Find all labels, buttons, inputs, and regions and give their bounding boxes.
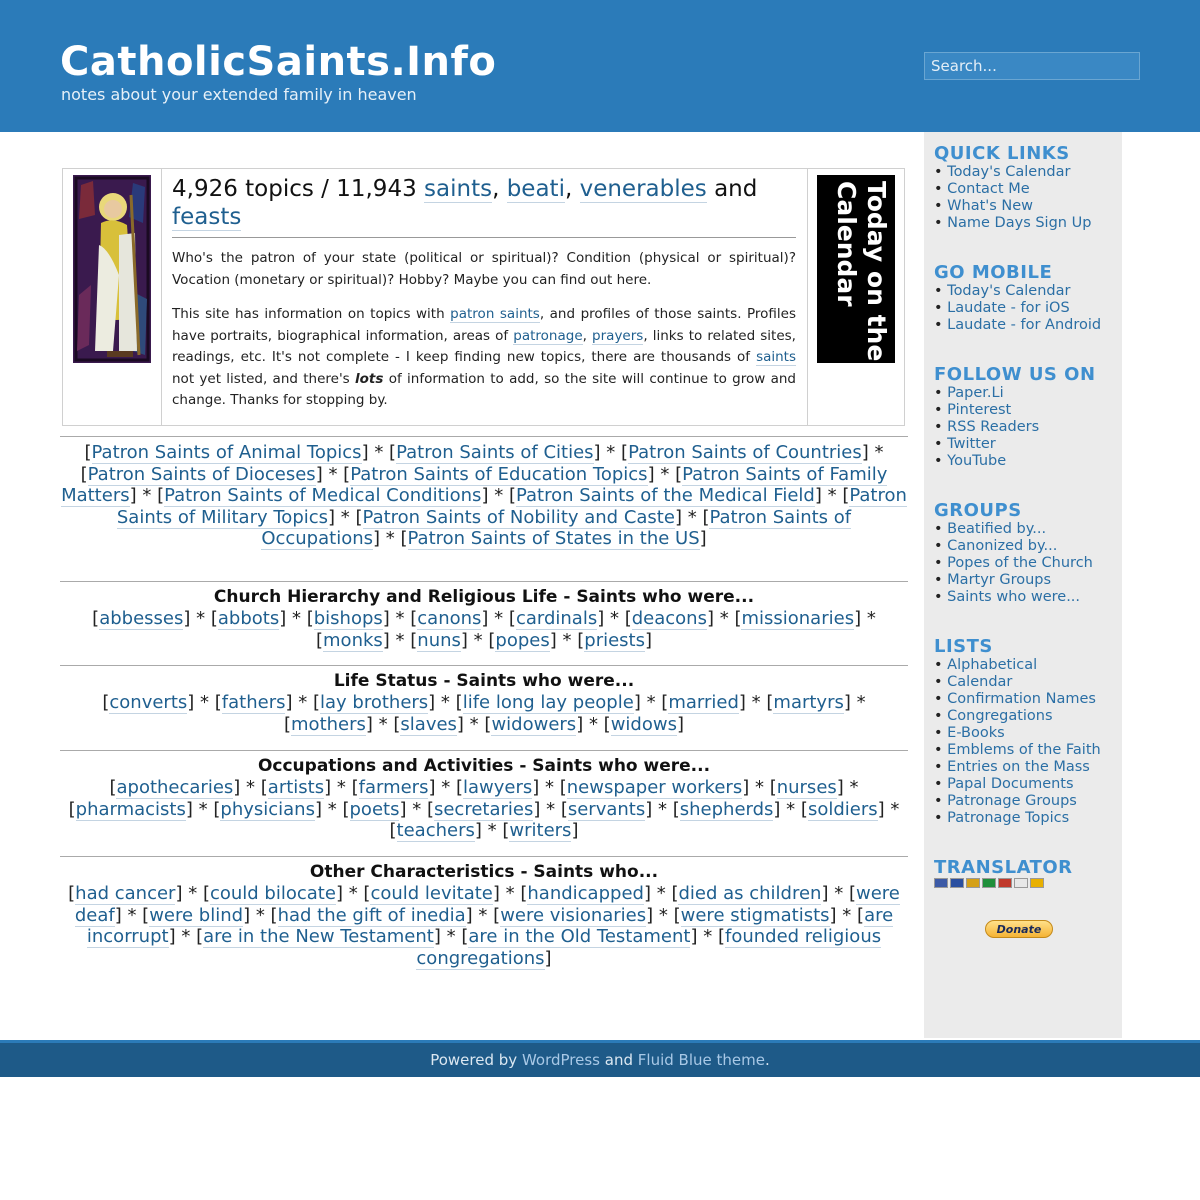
church-hierarchy-links: [abbesses] * [abbots] * [bishops] * [canons] * [cardinals] * [deacons] * [missionaries] * [monks] * [nuns] * [popes] * [priests] <box>92 608 876 651</box>
groups-list <box>934 521 1093 606</box>
lists-list <box>934 657 1101 827</box>
and-text: and <box>714 176 758 202</box>
language-flag-icon[interactable] <box>1030 878 1044 888</box>
sidebar-item <box>934 283 1101 300</box>
sidebar-item <box>934 402 1096 419</box>
topic-link[interactable]: pharmacists <box>75 798 186 820</box>
divider <box>807 169 808 425</box>
topic-link[interactable]: handicapped <box>527 883 644 904</box>
topic-link[interactable]: were blind <box>149 904 244 926</box>
sidebar-item <box>934 674 1101 691</box>
saints-inline-link[interactable]: saints <box>756 349 797 365</box>
topic-link[interactable]: Patron Saints of Dioceses <box>87 463 316 485</box>
topic-link[interactable]: popes <box>495 629 550 651</box>
sidebar-link[interactable]: Emblems of the Faith <box>947 742 1101 758</box>
quick-links-widget <box>934 144 1091 232</box>
sidebar-link[interactable]: What's New <box>947 198 1034 214</box>
life-status-section <box>60 665 908 735</box>
widget-title: TRANSLATOR <box>934 857 1073 878</box>
prayers-link[interactable]: prayers <box>592 327 644 344</box>
topic-link[interactable]: slaves <box>400 713 457 735</box>
today-calendar-banner[interactable] <box>817 175 895 363</box>
section-heading: Occupations and Activities - Saints who were... <box>257 756 711 776</box>
site-title[interactable]: CatholicSaints.Info <box>60 39 497 85</box>
site-tagline: notes about your extended family in heaven <box>61 85 417 104</box>
topic-link[interactable]: fathers <box>221 692 286 713</box>
topic-link[interactable]: married <box>668 692 739 713</box>
topic-link[interactable]: deacons <box>631 608 707 629</box>
language-flags <box>934 878 1073 888</box>
follow-us-widget <box>934 365 1096 470</box>
translator-widget <box>934 858 1073 888</box>
topic-link[interactable]: poets <box>349 798 400 820</box>
sidebar-item <box>934 776 1101 793</box>
widget-title: GO MOBILE <box>934 262 1053 283</box>
lots-emphasis: lots <box>355 370 384 387</box>
topic-link[interactable]: Patron Saints of Countries <box>628 442 862 463</box>
go-mobile-list <box>934 283 1101 334</box>
footer-text: Powered by <box>430 1051 518 1069</box>
sidebar-item <box>934 708 1101 725</box>
topic-link[interactable]: had the gift of inedia <box>277 904 466 926</box>
site-footer: Powered by WordPress and Fluid Blue theme. <box>0 1040 1200 1077</box>
topic-link[interactable]: were visionaries <box>500 904 647 926</box>
other-characteristics-links: [had cancer] * [could bilocate] * [could levitate] * [handicapped] * [died as children] * [were deaf] * [were blind] * [had the gift of inedia] * [were visionaries] * [were stigmatists] * [are incorrupt] * [are in the New Testament] * [are in the Old Testament] * [founded religious congregations] <box>68 883 900 969</box>
topic-link[interactable]: could levitate <box>370 883 493 904</box>
topic-link[interactable]: abbesses <box>99 608 184 629</box>
sidebar-item <box>934 555 1093 572</box>
sidebar-link[interactable]: Confirmation Names <box>947 691 1096 707</box>
topic-link[interactable]: lawyers <box>462 777 533 798</box>
topic-link[interactable]: Patron Saints of Military Topics <box>116 485 907 528</box>
language-flag-icon[interactable] <box>950 878 964 888</box>
widget-title: QUICK LINKS <box>934 143 1070 164</box>
sidebar-item <box>934 657 1101 674</box>
intro-box <box>62 168 905 426</box>
topic-link[interactable]: priests <box>584 629 645 651</box>
topic-link[interactable]: Patron Saints of Animal Topics <box>91 442 362 463</box>
sidebar-item <box>934 453 1096 470</box>
sidebar-item <box>934 198 1091 215</box>
intro-paragraph-1: Who's the patron of your state (political or spiritual)? Condition (physical or spiritual)? Vocation (monetary or spiritual)? Hobby? Maybe you can find out here. <box>172 250 796 288</box>
language-flag-icon[interactable] <box>966 878 980 888</box>
stained-glass-saint-image[interactable] <box>73 175 151 363</box>
wordpress-link[interactable]: WordPress <box>521 1051 600 1069</box>
sidebar-item <box>934 521 1093 538</box>
topic-link[interactable]: canons <box>417 608 482 629</box>
divider <box>161 169 162 425</box>
topic-link[interactable]: monks <box>323 629 383 651</box>
topic-link[interactable]: servants <box>567 798 646 820</box>
language-flag-icon[interactable] <box>998 878 1012 888</box>
widget-title: FOLLOW US ON <box>934 364 1096 385</box>
groups-widget <box>934 501 1093 606</box>
sidebar-link[interactable]: RSS Readers <box>947 419 1040 435</box>
section-heading: Church Hierarchy and Religious Life - Saints who were... <box>213 587 755 607</box>
sidebar-item <box>934 742 1101 759</box>
donate-button[interactable]: Donate <box>985 920 1053 938</box>
sidebar-link[interactable]: Contact Me <box>947 181 1030 197</box>
sidebar-link[interactable]: Calendar <box>947 674 1013 690</box>
life-status-links: [converts] * [fathers] * [lay brothers] * [life long lay people] * [married] * [martyrs] * [mothers] * [slaves] * [widowers] * [widows] <box>102 692 866 735</box>
sidebar-item <box>934 691 1101 708</box>
sidebar-link[interactable]: Saints who were... <box>947 589 1081 605</box>
other-characteristics-section <box>60 856 908 969</box>
topic-link[interactable]: Patron Saints of Occupations <box>261 506 852 550</box>
sidebar <box>924 132 1122 1038</box>
fluid-blue-theme-link[interactable]: Fluid Blue theme <box>637 1051 765 1069</box>
sidebar-item <box>934 385 1096 402</box>
topic-link[interactable]: physicians <box>220 798 315 820</box>
language-flag-icon[interactable] <box>934 878 948 888</box>
topic-link[interactable]: teachers <box>396 820 475 842</box>
sidebar-link[interactable]: YouTube <box>947 453 1007 469</box>
sidebar-link[interactable]: Canonized by... <box>947 538 1058 554</box>
topic-link[interactable]: are in the Old Testament <box>468 926 691 948</box>
topic-link[interactable]: newspaper workers <box>566 777 743 798</box>
beati-link[interactable]: beati <box>506 176 565 202</box>
topic-link[interactable]: could bilocate <box>209 883 336 904</box>
calendar-banner-label: Today on the Calendar <box>832 181 891 362</box>
sidebar-link[interactable]: Popes of the Church <box>947 555 1093 571</box>
sidebar-item <box>934 419 1096 436</box>
topic-link[interactable]: Patron Saints of Cities <box>396 442 594 463</box>
sidebar-link[interactable]: Papal Documents <box>947 776 1074 792</box>
topic-link[interactable]: converts <box>109 692 188 713</box>
topic-link[interactable]: were deaf <box>74 883 900 926</box>
patron-topics-section <box>60 436 908 550</box>
sidebar-link[interactable]: Paper.Li <box>947 385 1004 401</box>
topic-link[interactable]: are incorrupt <box>86 904 894 948</box>
topic-link[interactable]: widowers <box>491 713 577 735</box>
sidebar-link[interactable]: Beatified by... <box>947 521 1047 537</box>
sidebar-item <box>934 589 1093 606</box>
section-heading: Other Characteristics - Saints who... <box>309 862 659 882</box>
topic-stats: 4,926 topics / 11,943 <box>172 176 417 202</box>
sidebar-link[interactable]: Martyr Groups <box>947 572 1052 588</box>
sidebar-link[interactable]: Patronage Topics <box>947 810 1070 826</box>
sidebar-item <box>934 759 1101 776</box>
sidebar-link[interactable]: Congregations <box>947 708 1053 724</box>
topic-link[interactable]: abbots <box>217 608 280 629</box>
topic-link[interactable]: founded religious congregations <box>416 926 882 969</box>
topic-link[interactable]: had cancer <box>75 883 176 904</box>
sidebar-link[interactable]: Alphabetical <box>947 657 1038 673</box>
sidebar-link[interactable]: Today's Calendar <box>947 283 1071 299</box>
topic-link[interactable]: died as children <box>678 883 822 904</box>
follow-us-list <box>934 385 1096 470</box>
topic-link[interactable]: shepherds <box>679 798 774 820</box>
sidebar-link[interactable]: Laudate - for iOS <box>947 300 1070 316</box>
sidebar-item <box>934 164 1091 181</box>
topic-link[interactable]: apothecaries <box>116 777 234 798</box>
topic-link[interactable]: soldiers <box>807 798 878 820</box>
sidebar-item <box>934 317 1101 334</box>
patron-topic-links: [Patron Saints of Animal Topics] * [Patron Saints of Cities] * [Patron Saints of Countries] * [Patron Saints of Dioceses] * [Patron Saints of Education Topics] * [Patron Saints of Family Matters] * [Patron Saints of Medical Conditions] * [Patron Saints of the Medical Field] * [Patron Saints of Military Topics] * [Patron Saints of Nobility and Caste] * [Patron Saints of Occupations] * [Patron Saints of States in the US] <box>61 442 907 550</box>
venerables-link[interactable]: venerables <box>579 176 707 202</box>
topic-link[interactable]: mothers <box>291 713 366 735</box>
section-heading: Life Status - Saints who were... <box>333 671 635 691</box>
topic-link[interactable]: Patron Saints of Family Matters <box>61 463 888 507</box>
feasts-link[interactable]: feasts <box>172 204 242 230</box>
language-flag-icon[interactable] <box>982 878 996 888</box>
intro-headline: 4,926 topics / 11,943 saints, beati, venerables and feasts <box>172 175 796 238</box>
topic-link[interactable]: are in the New Testament <box>203 926 434 948</box>
sidebar-item <box>934 181 1091 198</box>
topic-link[interactable]: Patron Saints of Education Topics <box>350 463 648 485</box>
sidebar-link[interactable]: E-Books <box>947 725 1005 741</box>
topic-link[interactable]: martyrs <box>773 692 844 713</box>
topic-link[interactable]: writers <box>509 820 572 842</box>
site-header <box>0 0 1200 132</box>
topic-link[interactable]: widows <box>610 713 677 735</box>
sidebar-item <box>934 793 1101 810</box>
sidebar-item <box>934 725 1101 742</box>
widget-title: LISTS <box>934 636 993 657</box>
intro-paragraph-2: This site has information on topics with patron saints, and profiles of those saints. Profiles have portraits, biographical information, areas of patronage, prayers, links to related sites, readings, etc. It's not complete - I keep finding new topics, there are thousands of saints not yet listed, and there's lots of information to add, so the site will continue to grow and change. Thanks for stopping by. <box>172 306 797 408</box>
topic-link[interactable]: nurses <box>776 777 837 798</box>
occupations-links: [apothecaries] * [artists] * [farmers] * [lawyers] * [newspaper workers] * [nurses] * [pharmacists] * [physicians] * [poets] * [secretaries] * [servants] * [shepherds] * [soldiers] * [teachers] * [writers] <box>68 777 900 842</box>
widget-title: GROUPS <box>934 500 1022 521</box>
topic-link[interactable]: cardinals <box>515 608 598 629</box>
topic-link[interactable]: artists <box>267 777 325 798</box>
topic-link[interactable]: Patron Saints of the Medical Field <box>515 485 815 507</box>
occupations-section <box>60 750 908 842</box>
topic-link[interactable]: lay brothers <box>320 692 429 713</box>
lists-widget <box>934 637 1101 827</box>
sidebar-item <box>934 215 1091 232</box>
sidebar-link[interactable]: Entries on the Mass <box>947 759 1090 775</box>
topic-link[interactable]: secretaries <box>433 798 534 820</box>
sidebar-link[interactable]: Patronage Groups <box>947 793 1077 809</box>
sidebar-link[interactable]: Twitter <box>947 436 996 452</box>
patronage-link[interactable]: patronage <box>513 327 583 344</box>
topic-link[interactable]: Patron Saints of Medical Conditions <box>164 485 482 507</box>
intro-text <box>172 175 796 425</box>
quick-links-list <box>934 164 1091 232</box>
topic-link[interactable]: Patron Saints of States in the US <box>407 528 700 550</box>
patron-saints-link[interactable]: patron saints <box>450 306 540 322</box>
topic-link[interactable]: Patron Saints of Nobility and Caste <box>362 506 675 528</box>
saints-link[interactable]: saints <box>424 176 493 202</box>
topic-link[interactable]: bishops <box>313 608 383 629</box>
sidebar-link[interactable]: Pinterest <box>947 402 1012 418</box>
sidebar-item <box>934 538 1093 555</box>
topic-link[interactable]: nuns <box>417 629 461 651</box>
sidebar-item <box>934 572 1093 589</box>
sidebar-link[interactable]: Today's Calendar <box>947 164 1071 180</box>
sidebar-link[interactable]: Laudate - for Android <box>947 317 1102 333</box>
footer-text: and <box>604 1051 634 1069</box>
church-hierarchy-section <box>60 581 908 651</box>
sidebar-item <box>934 436 1096 453</box>
search-input[interactable] <box>924 52 1140 80</box>
topic-link[interactable]: missionaries <box>741 608 855 629</box>
sidebar-link[interactable]: Name Days Sign Up <box>947 215 1092 231</box>
sidebar-item <box>934 300 1101 317</box>
topic-link[interactable]: life long lay people <box>462 692 634 713</box>
topic-link[interactable]: were stigmatists <box>680 904 830 926</box>
language-flag-icon[interactable] <box>1014 878 1028 888</box>
topic-link[interactable]: farmers <box>358 777 429 798</box>
go-mobile-widget <box>934 263 1101 334</box>
sidebar-item <box>934 810 1101 827</box>
